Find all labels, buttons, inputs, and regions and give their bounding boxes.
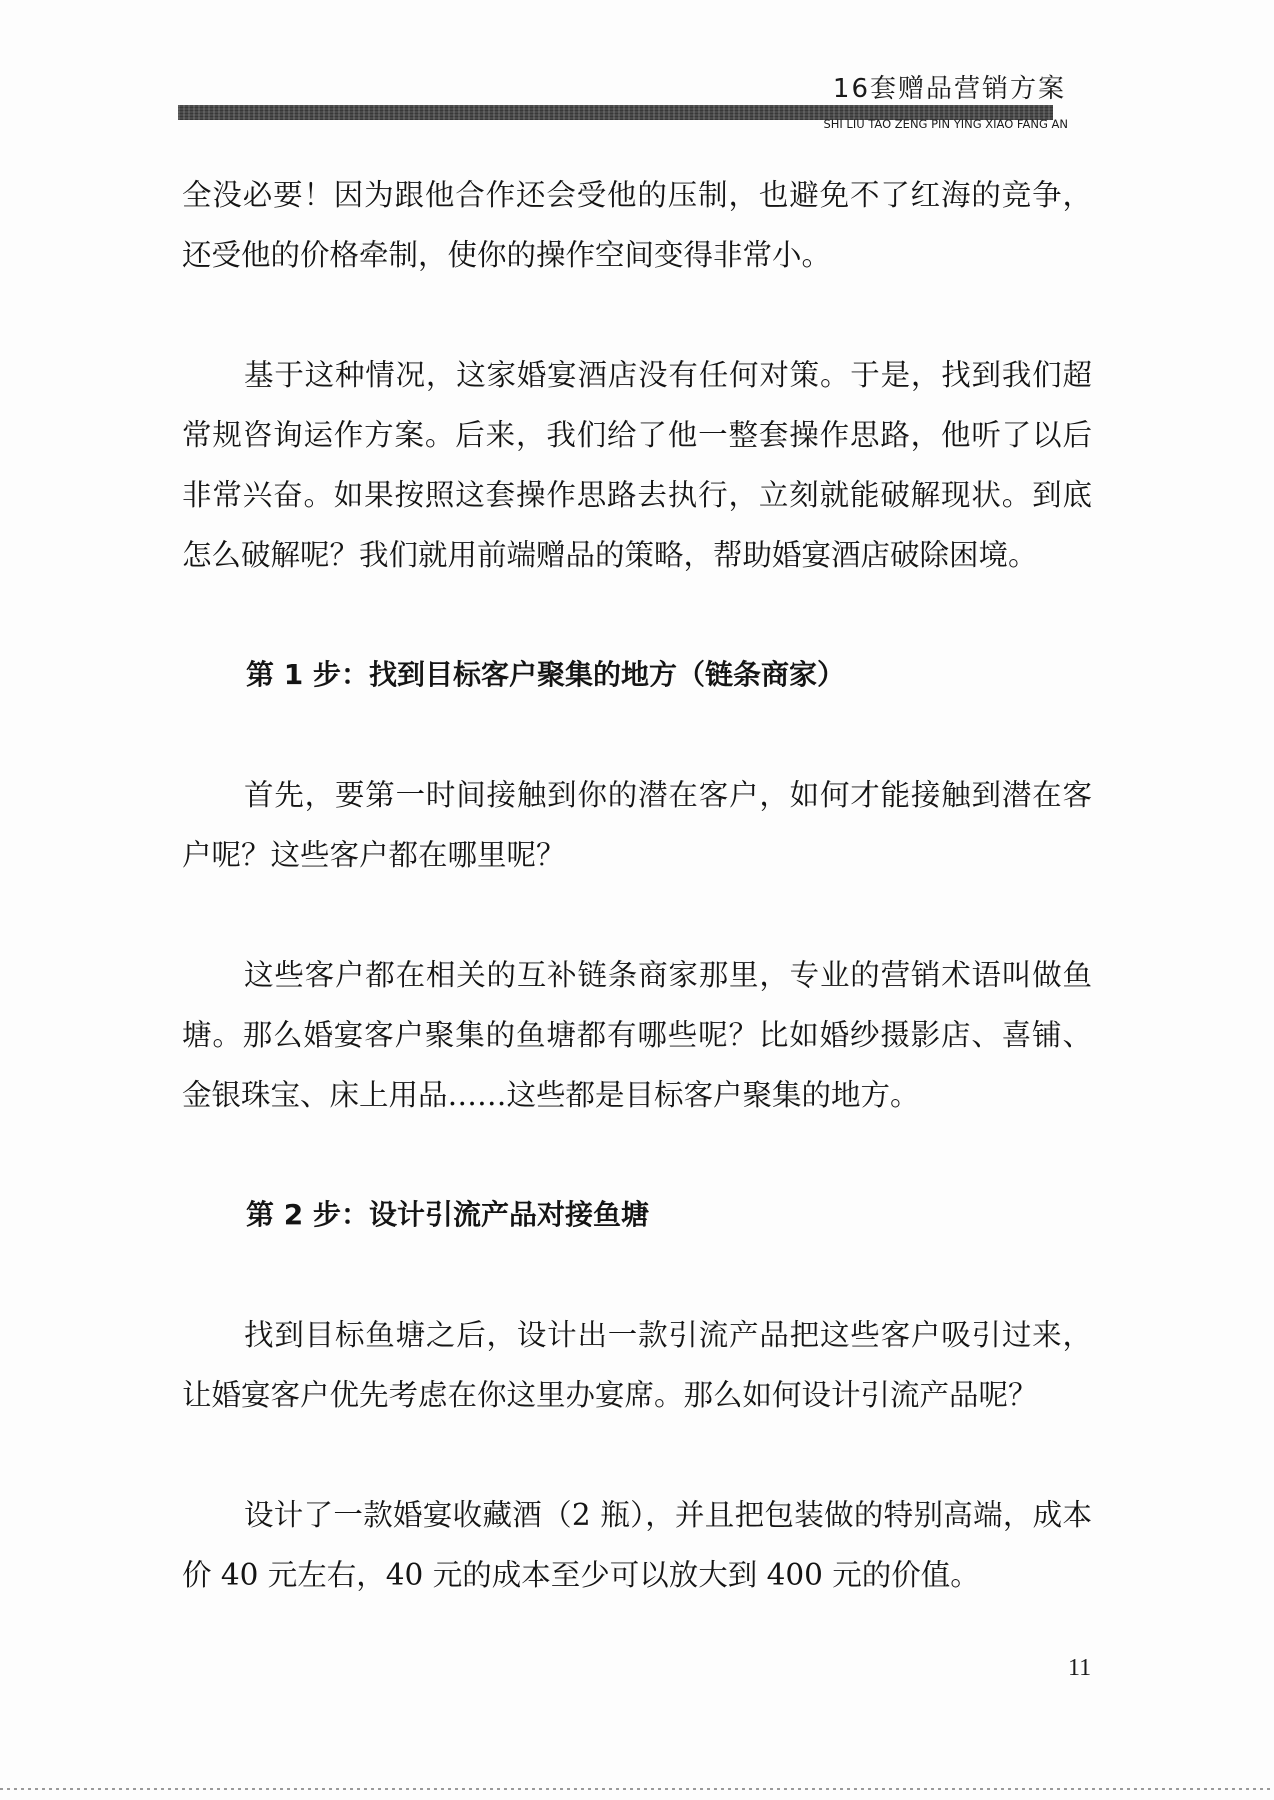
step-1-heading: 第 1 步：找到目标客户聚集的地方（链条商家） xyxy=(246,658,845,691)
book-title: 16套赠品营销方案 xyxy=(832,74,1066,104)
book-title-pinyin: SHI LIU TAO ZENG PIN YING XIAO FANG AN xyxy=(823,117,1068,131)
running-header xyxy=(0,0,1274,140)
paragraph-background: 基于这种情况，这家婚宴酒店没有任何对策。于是，找到我们超常规咨询运作方案。后来，我们给了他一整套操作思路，他听了以后非常兴奋。如果按照这套操作思路去执行，立刻就能破解现状。到底怎么破解呢？我们就用前端赠品的策略，帮助婚宴酒店破除困境。 xyxy=(182,358,1092,572)
paragraph-step1-intro: 首先，要第一时间接触到你的潜在客户，如何才能接触到潜在客户呢？这些客户都在哪里呢？ xyxy=(182,778,1092,872)
page-number: 11 xyxy=(1068,1655,1092,1681)
paragraph-continuation: 全没必要！因为跟他合作还会受他的压制，也避免不了红海的竞争，还受他的价格牵制，使你的操作空间变得非常小。 xyxy=(182,178,1092,272)
paragraph-collection-wine: 设计了一款婚宴收藏酒（2 瓶），并且把包装做的特别高端，成本价 40 元左右，40 元的成本至少可以放大到 400 元的价值。 xyxy=(182,1498,1092,1592)
paragraph-fish-ponds: 这些客户都在相关的互补链条商家那里，专业的营销术语叫做鱼塘。那么婚宴客户聚集的鱼塘都有哪些呢？比如婚纱摄影店、喜铺、金银珠宝、床上用品……这些都是目标客户聚集的地方。 xyxy=(182,958,1092,1112)
paragraph-step2-intro: 找到目标鱼塘之后，设计出一款引流产品把这些客户吸引过来，让婚宴客户优先考虑在你这里办宴席。那么如何设计引流产品呢？ xyxy=(182,1318,1092,1412)
page-body xyxy=(182,165,1092,1665)
scan-bottom-edge xyxy=(0,1788,1274,1790)
step-2-heading: 第 2 步：设计引流产品对接鱼塘 xyxy=(246,1198,649,1231)
